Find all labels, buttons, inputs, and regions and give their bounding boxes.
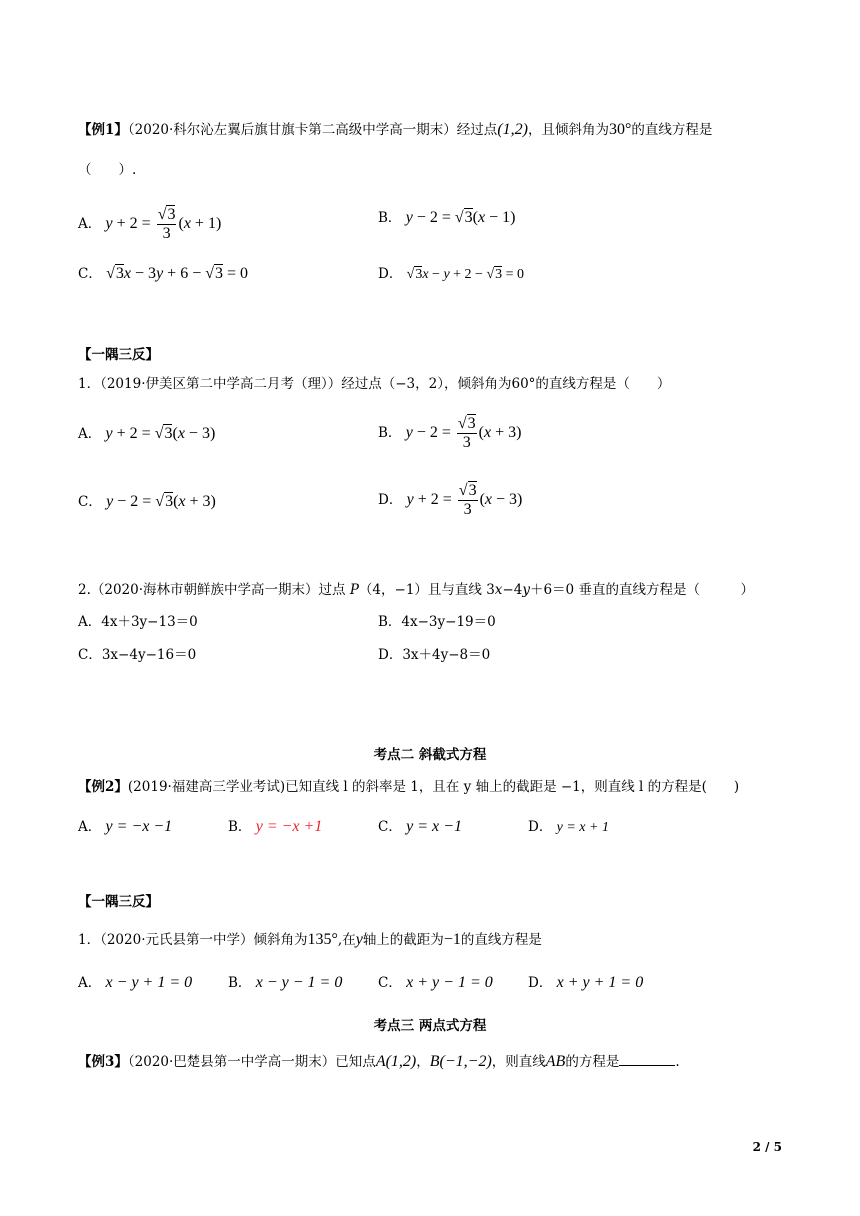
example-tag: 【例1】 [78,122,128,138]
ex2-option-a[interactable]: A． y = −x −1 [78,818,173,835]
ex1-option-c[interactable]: C． √3x − 3y + 6 − √3 = 0 [78,265,249,282]
ex2-option-d[interactable]: D． y = x + 1 [528,819,609,835]
d1q1-option-b[interactable]: B． y − 2 = $\frac{√3}{3}$ (x + 3) [378,415,522,451]
d1q1-option-a[interactable]: A． y + 2 = √3(x − 3) [78,425,216,442]
correct-answer: y = −x +1 [255,818,323,835]
d1q2-option-c[interactable]: C．3x−4y−16＝0 [78,647,197,663]
d1q2-option-d[interactable]: D．3x＋4y−8＝0 [378,647,491,663]
answer-blank[interactable] [619,1053,675,1066]
ex1-option-a[interactable]: A． y + 2 = $\frac{√3}{3}$ (x + 1) [78,206,222,242]
example-1-stem: 【例1】（2020·科尔沁左翼后旗甘旗卡第二高级中学高一期末）经过点(1,2)，且倾斜角为30°的直线方程是 [78,121,713,138]
section-title-3: 考点三 两点式方程 [373,1018,487,1034]
d1q2-option-b[interactable]: B．4x−3y−19＝0 [378,614,496,630]
point-b: B(−1,−2) [429,1053,492,1070]
ex1-a-equation: y + 2 = $\frac{√3}{3}$ (x + 1) [105,206,222,242]
d1q2-option-a[interactable]: A．4x＋3y−13＝0 [78,614,198,630]
d2q1-option-c[interactable]: C． x + y − 1 = 0 [378,974,493,991]
drill-2-question-1: 1．（2020·元氏县第一中学）倾斜角为135°,在y轴上的截距为−1的直线方程是 [78,931,542,948]
example-1-bracket: （ ）. [78,162,137,178]
d2q1-option-b[interactable]: B． x − y − 1 = 0 [228,974,343,991]
drill-heading: 【一隅三反】 [78,347,159,363]
ex1-option-d[interactable]: D． √3x − y + 2 − √3 = 0 [378,266,525,282]
drill-1-question-1: 1．（2019·伊美区第二中学高二月考（理））经过点（−3，2），倾斜角为60°的直线方程是（ ） [78,376,671,392]
page-number: 2 / 5 [752,1140,782,1154]
d1q1-option-c[interactable]: C． y − 2 = √3(x + 3) [78,493,216,510]
section-title-2: 考点二 斜截式方程 [373,747,487,763]
ex1-b-equation: y − 2 = √3(x − 1) [405,209,516,226]
d2q1-option-a[interactable]: A． x − y + 1 = 0 [78,974,193,991]
ex1-option-b[interactable]: B． y − 2 = √3(x − 1) [378,209,516,226]
point-1-2: (1,2) [497,121,528,138]
ex1-c-equation: √3x − 3y + 6 − √3 = 0 [106,265,249,282]
d1q1-option-d[interactable]: D． y + 2 = $\frac{√3}{3}$ (x − 3) [378,482,523,518]
d2q1-option-d[interactable]: D． x + y + 1 = 0 [528,974,644,991]
example-2-stem: 【例2】(2019·福建高三学业考试)已知直线 l 的斜率是 1，且在 y 轴上的截距是 −1，则直线 l 的方程是( ) [78,779,740,795]
drill-heading-2: 【一隅三反】 [78,894,159,910]
point-a: A(1,2) [375,1053,417,1070]
drill-1-question-2: 2.（2020·海林市朝鲜族中学高一期末）过点 P（4，−1）且与直线 3x−4y＋6＝0 垂直的直线方程是（ ） [78,582,754,598]
ex1-d-equation: √3x − y + 2 − √3 = 0 [406,267,525,282]
ex2-option-c[interactable]: C． y = x −1 [378,818,462,835]
example-3-stem: 【例3】（2020·巴楚县第一中学高一期末）已知点A(1,2)，B(−1,−2)，则直线AB的方程是 . [78,1053,680,1070]
ex2-option-b[interactable]: B． y = −x +1 [228,818,323,835]
